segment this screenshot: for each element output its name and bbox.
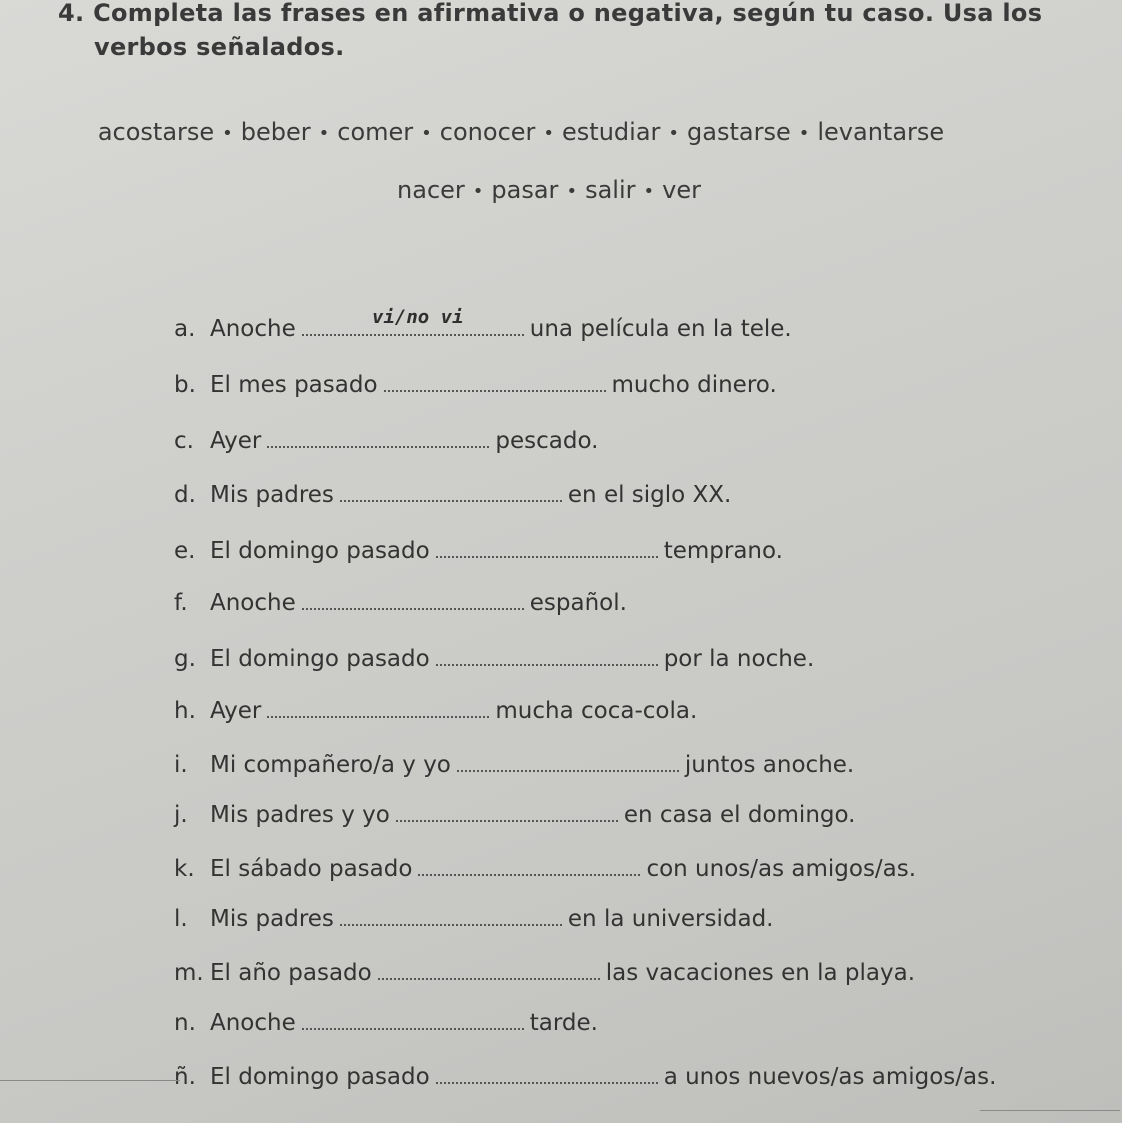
separator-dot: •: [668, 122, 680, 144]
sentence-item: [174, 1064, 996, 1090]
item-start: El mes pasado: [210, 372, 378, 398]
item-letter: a.: [174, 316, 196, 342]
item-end: juntos anoche.: [684, 752, 855, 778]
item-start: Anoche: [210, 590, 296, 616]
separator-dot: •: [318, 122, 330, 144]
sentence-item: [174, 802, 855, 828]
verb-word: salir: [585, 176, 636, 204]
item-end: por la noche.: [663, 646, 815, 672]
item-start[interactable]: Anoche: [210, 316, 296, 342]
item-start: Ayer: [210, 698, 262, 724]
separator-dot: •: [798, 122, 810, 144]
verb-word: gastarse: [687, 118, 791, 146]
sentence-item: [174, 856, 916, 882]
answer-blank[interactable]: [384, 374, 606, 392]
item-letter: d.: [174, 482, 196, 508]
item-end: mucho dinero.: [611, 372, 777, 398]
verb-word: nacer: [397, 176, 465, 204]
item-end: mucha coca-cola.: [495, 698, 698, 724]
sentence-item: [174, 960, 915, 986]
sentence-item: [174, 1010, 598, 1036]
item-end: en casa el domingo.: [623, 802, 856, 828]
item-end: a unos nuevos/as amigos/as.: [663, 1064, 997, 1090]
verb-word: pasar: [491, 176, 559, 204]
sentence-item: [174, 646, 814, 672]
item-start: Ayer: [210, 428, 262, 454]
answer-blank[interactable]: [396, 804, 618, 822]
answer-blank[interactable]: [302, 592, 524, 610]
answer-blank[interactable]: [436, 648, 658, 666]
item-end: temprano.: [663, 538, 783, 564]
answer-blank[interactable]: [267, 430, 489, 448]
answer-blank[interactable]: [340, 908, 562, 926]
verb-word: comer: [337, 118, 414, 146]
sentence-item: [174, 906, 773, 932]
item-start: Mis padres: [210, 482, 334, 508]
item-end: tarde.: [529, 1010, 598, 1036]
sentence-item: [174, 482, 731, 508]
item-start: El sábado pasado: [210, 856, 413, 882]
answer-blank[interactable]: [418, 858, 640, 876]
item-start: El domingo pasado: [210, 538, 430, 564]
item-start: Mis padres: [210, 906, 334, 932]
item-end: las vacaciones en la playa.: [605, 960, 916, 986]
sentence-item: [174, 752, 854, 778]
separator-dot: •: [472, 180, 484, 202]
separator-dot: •: [543, 122, 555, 144]
item-letter: ñ.: [174, 1064, 196, 1090]
item-letter: j.: [174, 802, 188, 828]
sentence-item: [174, 590, 627, 616]
item-letter: n.: [174, 1010, 196, 1036]
separator-dot: •: [222, 122, 233, 144]
answer-blank[interactable]: [302, 1012, 524, 1030]
item-letter: h.: [174, 698, 196, 724]
page-edge-line: [980, 1110, 1120, 1111]
item-letter: m.: [174, 960, 204, 986]
item-end: con unos/as amigos/as.: [646, 856, 917, 882]
item-letter: k.: [174, 856, 195, 882]
sentence-item: [174, 316, 792, 342]
answer-blank[interactable]: [378, 962, 600, 980]
separator-dot: •: [566, 180, 578, 202]
page-edge-line: [0, 1080, 180, 1081]
handwritten-answer-a: vi/no vi: [372, 306, 464, 328]
verb-word: levantarse: [817, 118, 945, 146]
heading-line-2: verbos señalados.: [94, 33, 345, 61]
item-start: El domingo pasado: [210, 646, 430, 672]
verb-word: beber: [240, 118, 311, 146]
item-start: El domingo pasado: [210, 1064, 430, 1090]
separator-dot: •: [421, 122, 432, 144]
item-start: Mi compañero/a y yo: [210, 752, 451, 778]
item-letter: e.: [174, 538, 196, 564]
verb-word: ver: [662, 176, 701, 204]
answer-blank[interactable]: [457, 754, 679, 772]
item-letter: b.: [174, 372, 196, 398]
item-end: una película en la tele.: [529, 316, 792, 342]
answer-blank[interactable]: [436, 540, 658, 558]
sentence-item: [174, 538, 783, 564]
verb-word: acostarse: [97, 118, 215, 146]
item-end: en la universidad.: [567, 906, 774, 932]
answer-blank[interactable]: [302, 318, 524, 336]
verb-bank-row-2: [0, 176, 1110, 204]
sentence-item: [174, 698, 697, 724]
item-end: en el siglo XX.: [567, 482, 732, 508]
item-end: pescado.: [495, 428, 599, 454]
answer-blank[interactable]: [267, 700, 489, 718]
item-end: español.: [529, 590, 627, 616]
item-start: El año pasado: [210, 960, 372, 986]
answer-blank[interactable]: [436, 1066, 658, 1084]
verb-word: estudiar: [562, 118, 661, 146]
verb-word: conocer: [439, 118, 536, 146]
verb-bank-row-1: [0, 118, 1082, 146]
answer-blank[interactable]: [340, 484, 562, 502]
item-letter: c.: [174, 428, 194, 454]
separator-dot: •: [643, 180, 655, 202]
item-letter: g.: [174, 646, 196, 672]
item-letter: i.: [174, 752, 188, 778]
sentence-item: [174, 428, 598, 454]
item-letter: l.: [174, 906, 188, 932]
item-start: Mis padres y yo: [210, 802, 390, 828]
sentence-item: [174, 372, 777, 398]
exercise-heading: [58, 0, 1108, 64]
item-start: Anoche: [210, 1010, 296, 1036]
item-letter: f.: [174, 590, 188, 616]
heading-line-1: 4. Completa las frases en afirmativa o negativa, según tu caso. Usa los: [58, 0, 1043, 27]
